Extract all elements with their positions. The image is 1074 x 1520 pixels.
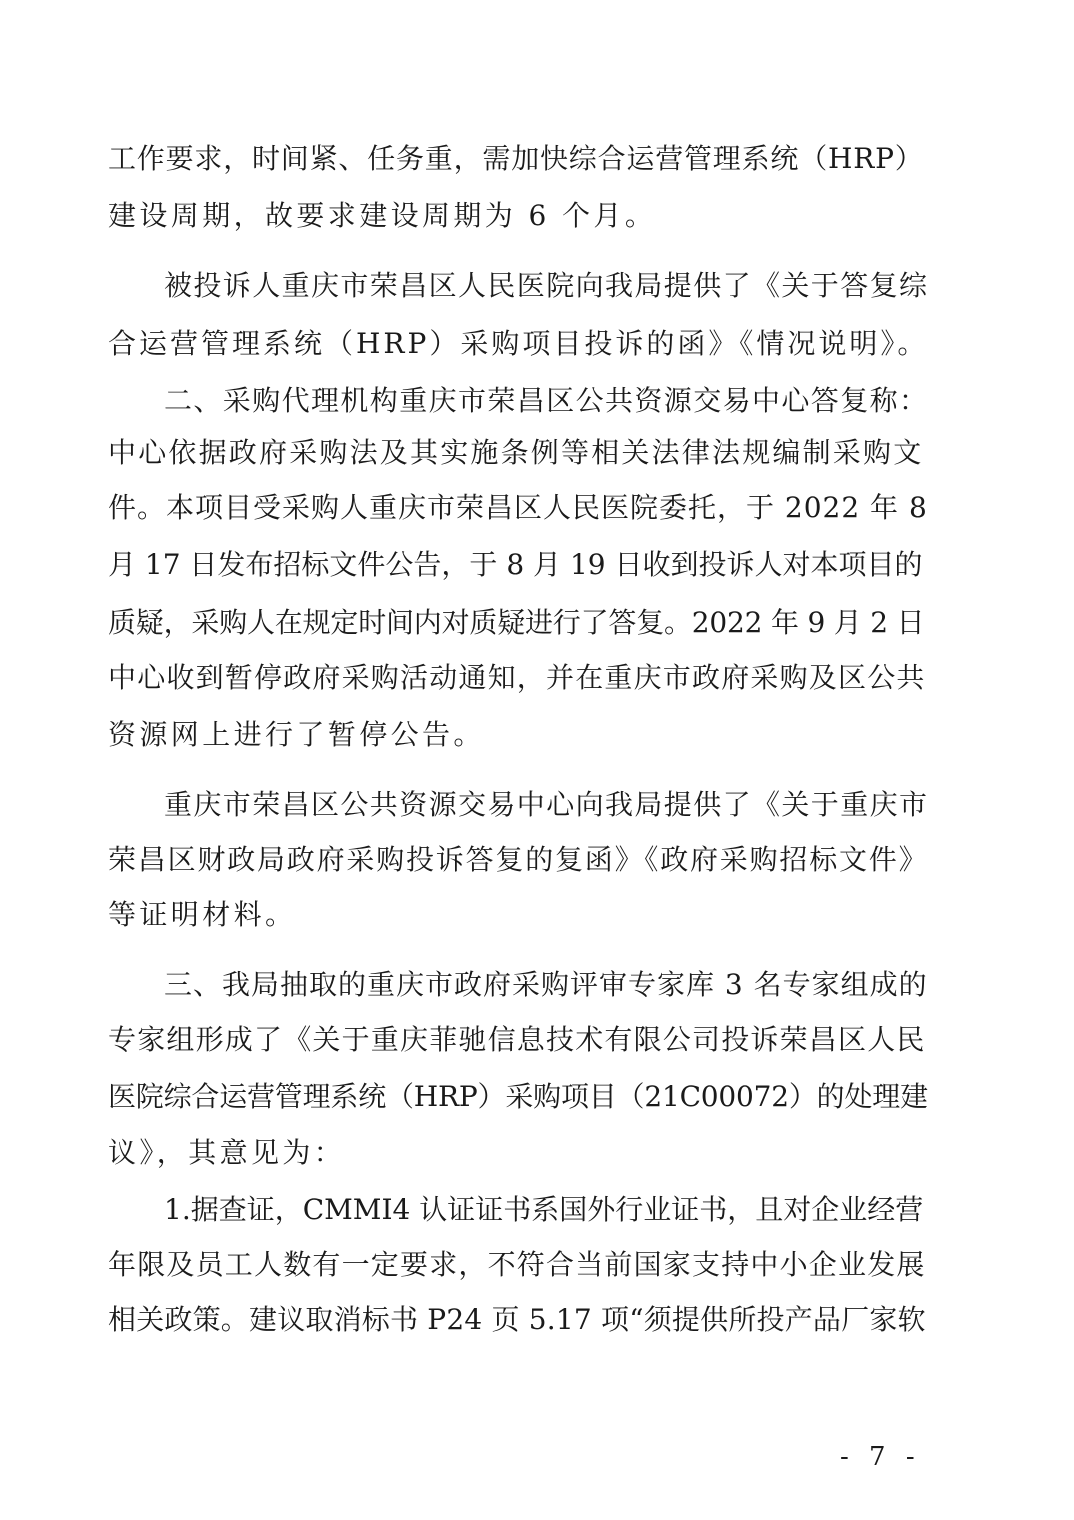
text-line-5: 二、采购代理机构重庆市荣昌区公共资源交易中心答复称： xyxy=(164,384,929,417)
text-line-11: 资源网上进行了暂停公告。 xyxy=(108,718,485,751)
text-line-19: 1.据查证，CMMI4 认证证书系国外行业证书，且对企业经营 xyxy=(164,1193,924,1226)
text-line-20: 年限及员工人数有一定要求，不符合当前国家支持中小企业发展 xyxy=(108,1248,926,1281)
text-line-1: 工作要求，时间紧、任务重，需加快综合运营管理系统（HRP） xyxy=(108,142,924,175)
text-line-15: 三、我局抽取的重庆市政府采购评审专家库 3 名专家组成的 xyxy=(164,968,928,1001)
text-line-10: 中心收到暂停政府采购活动通知，并在重庆市政府采购及区公共 xyxy=(108,661,926,694)
text-line-16: 专家组形成了《关于重庆菲驰信息技术有限公司投诉荣昌区人民 xyxy=(108,1023,926,1056)
text-line-4: 合运营管理系统（HRP）采购项目投诉的函》《情况说明》。 xyxy=(108,327,929,360)
text-line-6: 中心依据政府采购法及其实施条例等相关法律法规编制采购文 xyxy=(108,436,924,469)
text-line-13: 荣昌区财政局政府采购投诉答复的复函》《政府采购招标文件》 xyxy=(108,843,929,876)
text-line-3: 被投诉人重庆市荣昌区人民医院向我局提供了《关于答复综 xyxy=(164,269,929,302)
page-number: - 7 - xyxy=(840,1442,921,1472)
text-line-8: 月 17 日发布招标文件公告，于 8 月 19 日收到投诉人对本项目的 xyxy=(108,548,923,581)
text-line-18: 议》，其意见为： xyxy=(108,1136,346,1169)
text-line-9: 质疑，采购人在规定时间内对质疑进行了答复。2022 年 9 月 2 日 xyxy=(108,606,925,639)
text-line-21: 相关政策。建议取消标书 P24 页 5.17 项“须提供所投产品厂家软 xyxy=(108,1303,926,1336)
text-line-17: 医院综合运营管理系统（HRP）采购项目（21C00072）的处理建 xyxy=(108,1080,928,1113)
text-line-14: 等证明材料。 xyxy=(108,898,297,931)
text-line-2: 建设周期，故要求建设周期为 6 个月。 xyxy=(108,199,657,232)
text-line-12: 重庆市荣昌区公共资源交易中心向我局提供了《关于重庆市 xyxy=(164,788,929,821)
text-line-7: 件。本项目受采购人重庆市荣昌区人民医院委托，于 2022 年 8 xyxy=(108,491,928,524)
